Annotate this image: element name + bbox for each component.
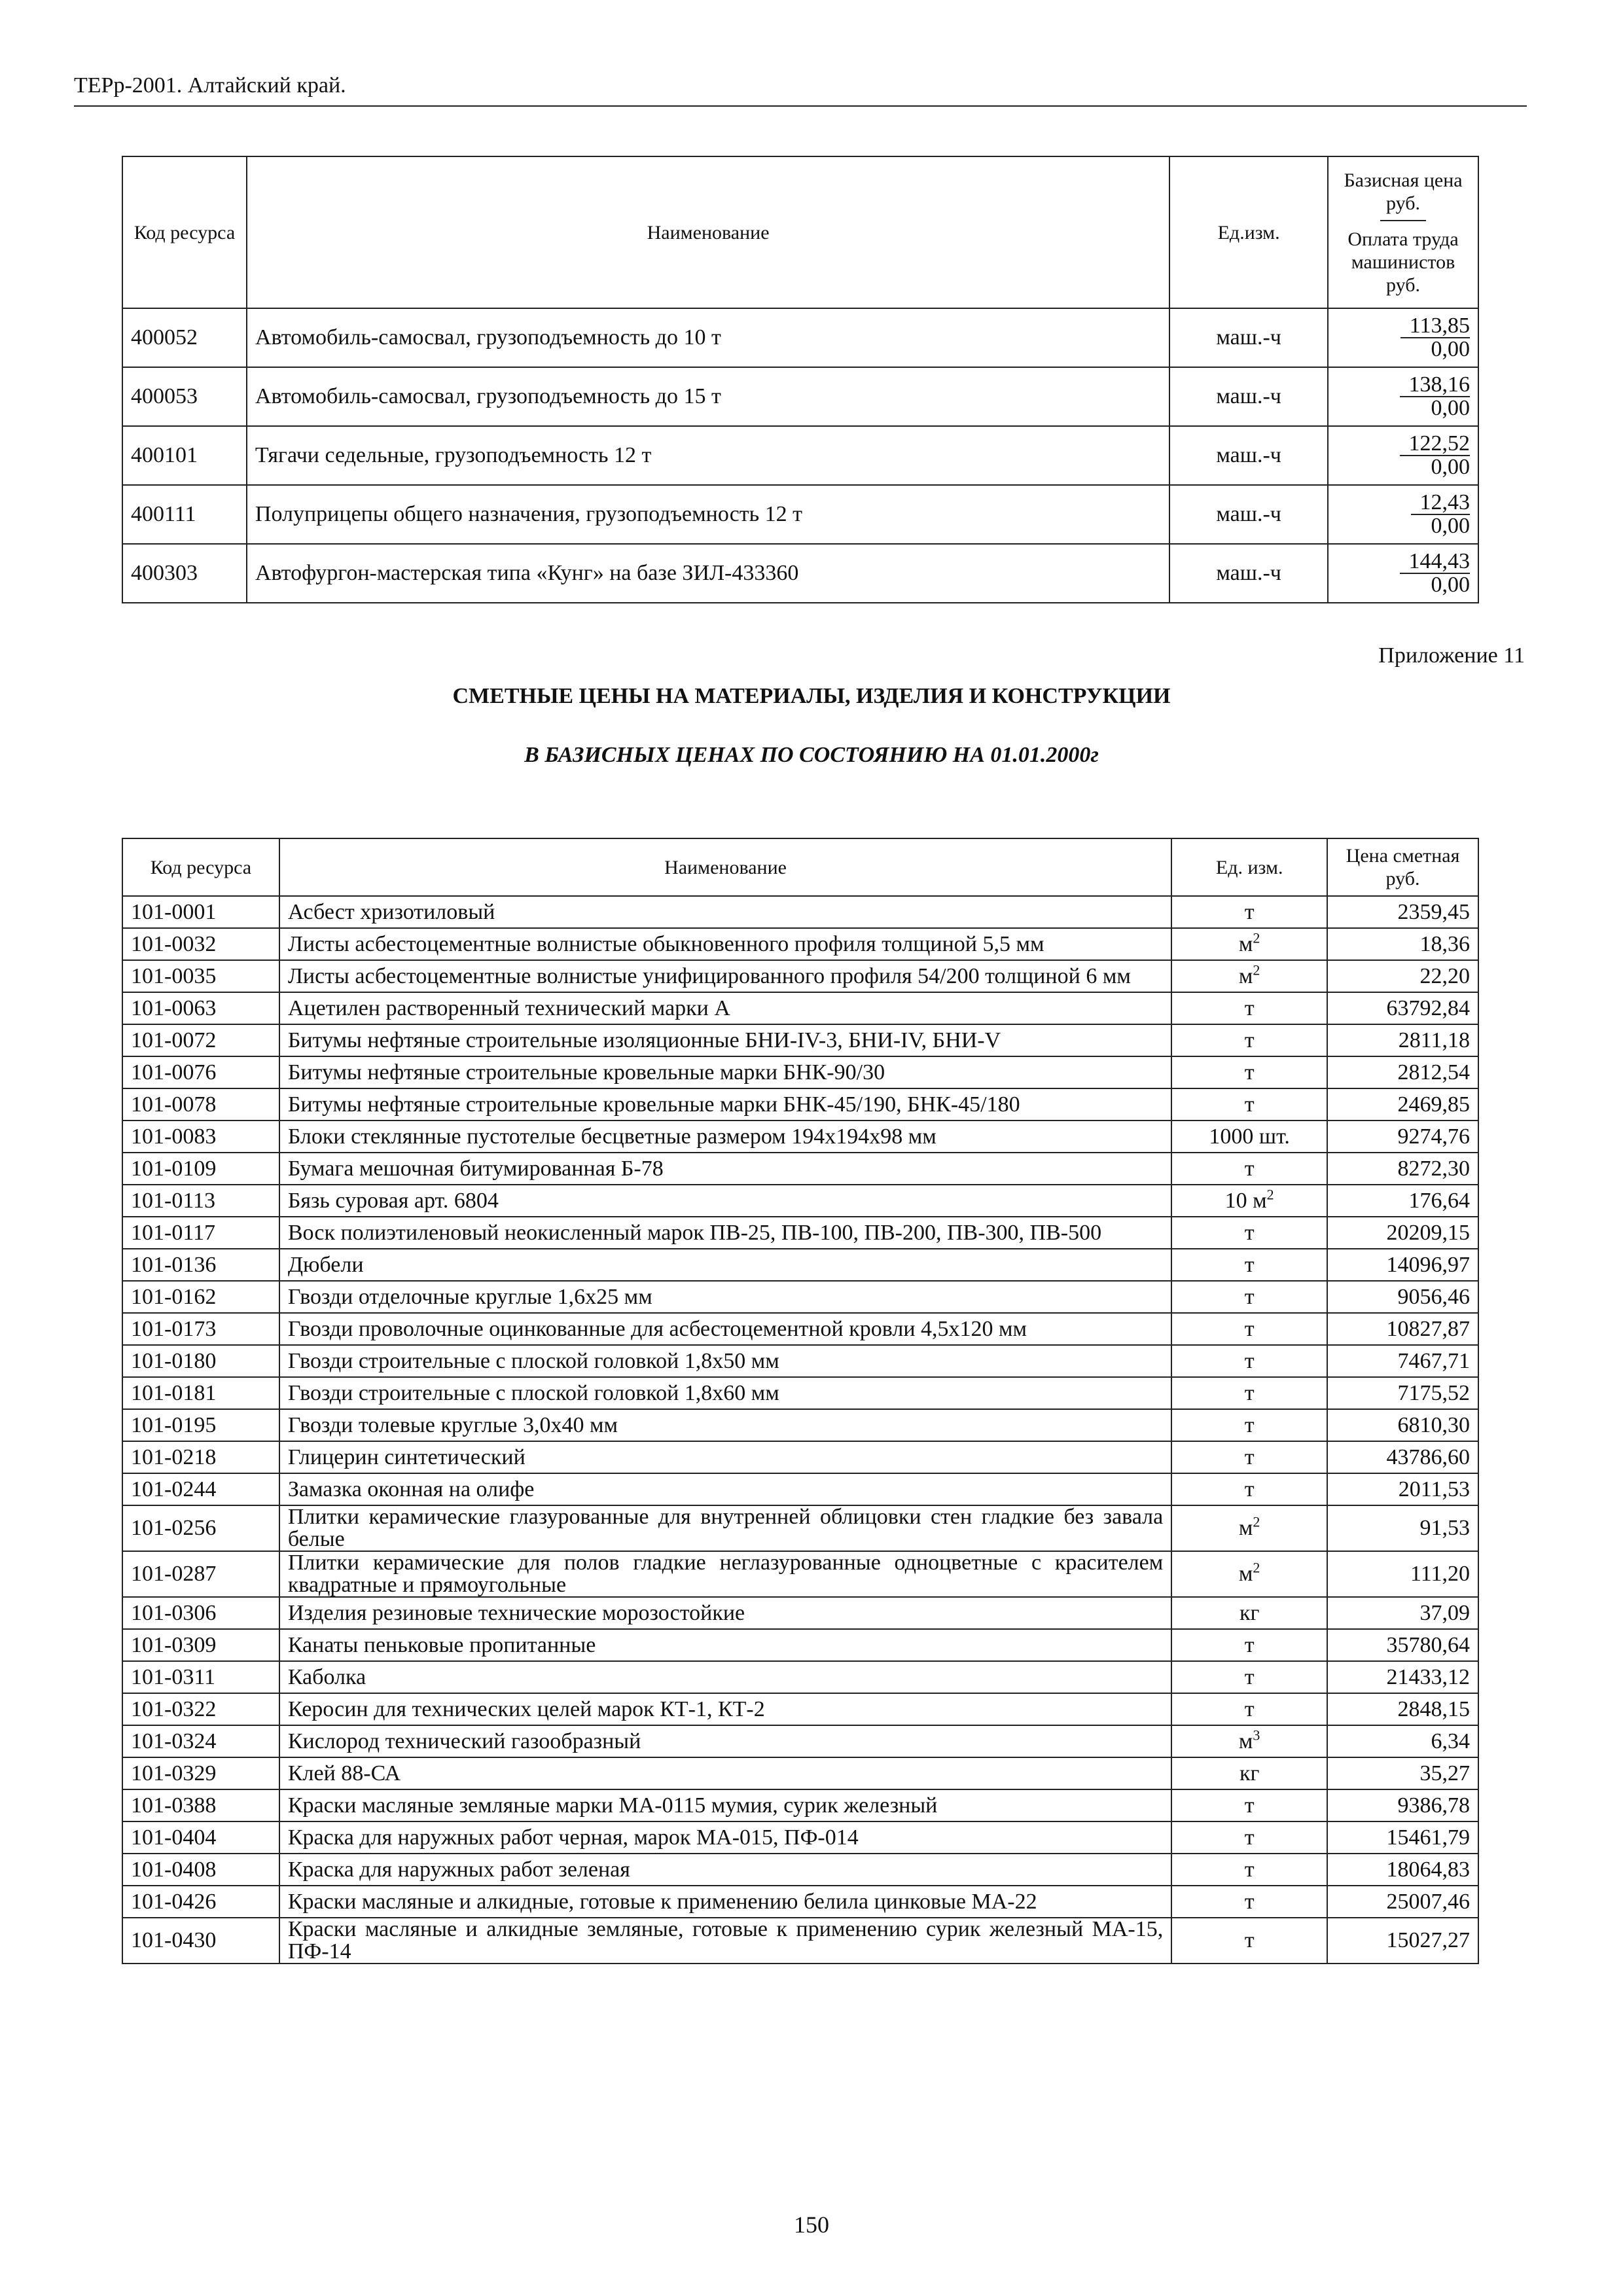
material-unit	[1171, 1551, 1327, 1597]
unit-text: т	[1244, 1156, 1255, 1181]
material-code: 101-0218	[122, 1441, 279, 1473]
material-unit	[1171, 1409, 1327, 1441]
material-name: Битумы нефтяные строительные кровельные марки БНК-90/30	[279, 1056, 1171, 1088]
material-unit	[1171, 1249, 1327, 1281]
material-unit	[1171, 1693, 1327, 1725]
material-code: 101-0078	[122, 1088, 279, 1121]
unit-text: м	[1238, 1516, 1253, 1540]
table-row	[122, 1629, 1478, 1661]
material-name: Краска для наружных работ зеленая	[279, 1854, 1171, 1886]
material-name: Асбест хризотиловый	[279, 896, 1171, 928]
operator-wage: 0,00	[1431, 455, 1470, 479]
material-name: Краски масляные и алкидные земляные, готовые к применению сурик железный МА-15, ПФ-14	[279, 1918, 1171, 1964]
material-unit	[1171, 1056, 1327, 1088]
material-code: 101-0072	[122, 1024, 279, 1056]
table-row	[122, 544, 1478, 603]
operator-wage: 0,00	[1431, 514, 1470, 538]
base-price: 122,52	[1400, 433, 1471, 456]
material-unit	[1171, 1088, 1327, 1121]
unit-text: т	[1244, 1664, 1255, 1689]
resource-unit: маш.-ч	[1169, 485, 1328, 544]
table-row	[122, 1056, 1478, 1088]
unit-text: т	[1244, 1220, 1255, 1245]
material-price: 43786,60	[1327, 1441, 1478, 1473]
running-header: ТЕРр-2001. Алтайский край.	[74, 73, 346, 98]
fraction	[1336, 492, 1470, 537]
resource-name: Тягачи седельные, грузоподъемность 12 т	[247, 426, 1169, 485]
material-name: Гвозди строительные с плоской головкой 1,8х50 мм	[279, 1345, 1171, 1377]
material-unit	[1171, 1121, 1327, 1153]
table-row	[122, 1088, 1478, 1121]
material-name: Керосин для технических целей марок КТ-1, КТ-2	[279, 1693, 1171, 1725]
material-price: 25007,46	[1327, 1886, 1478, 1918]
unit-text: т	[1244, 1857, 1255, 1882]
material-price: 176,64	[1327, 1185, 1478, 1217]
unit-text: т	[1244, 899, 1255, 924]
material-price: 6810,30	[1327, 1409, 1478, 1441]
unit-text: т	[1244, 1444, 1255, 1469]
material-code: 101-0001	[122, 896, 279, 928]
material-name: Кислород технический газообразный	[279, 1725, 1171, 1757]
material-price: 18,36	[1327, 928, 1478, 960]
material-price: 2812,54	[1327, 1056, 1478, 1088]
material-unit	[1171, 1661, 1327, 1693]
resource-code: 400053	[122, 367, 247, 426]
material-price: 7467,71	[1327, 1345, 1478, 1377]
material-code: 101-0408	[122, 1854, 279, 1886]
material-price: 63792,84	[1327, 992, 1478, 1024]
machines-header-price-top: Базисная цена руб.	[1344, 169, 1463, 214]
material-name: Каболка	[279, 1661, 1171, 1693]
material-code: 101-0083	[122, 1121, 279, 1153]
material-price: 22,20	[1327, 960, 1478, 992]
material-price: 10827,87	[1327, 1313, 1478, 1345]
unit-text: м	[1238, 931, 1253, 956]
table-row	[122, 1886, 1478, 1918]
material-unit	[1171, 1918, 1327, 1964]
unit-text: м	[1238, 1729, 1253, 1753]
material-name: Краска для наружных работ черная, марок МА-015, ПФ-014	[279, 1821, 1171, 1854]
unit-text: т	[1244, 1928, 1255, 1952]
table-row	[122, 992, 1478, 1024]
resource-code: 400101	[122, 426, 247, 485]
material-price: 2469,85	[1327, 1088, 1478, 1121]
unit-text: 1000 шт.	[1209, 1124, 1290, 1149]
material-name: Глицерин синтетический	[279, 1441, 1171, 1473]
unit-text: т	[1244, 1793, 1255, 1818]
base-price: 12,43	[1411, 492, 1471, 515]
material-price: 14096,97	[1327, 1249, 1478, 1281]
table-row	[122, 1551, 1478, 1597]
material-price: 9274,76	[1327, 1121, 1478, 1153]
unit-text: т	[1244, 1825, 1255, 1850]
section-subtitle: В БАЗИСНЫХ ЦЕНАХ ПО СОСТОЯНИЮ НА 01.01.2000г	[524, 743, 1099, 767]
table-row	[122, 1217, 1478, 1249]
material-code: 101-0244	[122, 1473, 279, 1505]
unit-text: 10 м	[1224, 1188, 1267, 1213]
materials-header-name: Наименование	[279, 838, 1171, 896]
price-fraction	[1328, 485, 1478, 544]
table-row	[122, 1505, 1478, 1551]
material-name: Канаты пеньковые пропитанные	[279, 1629, 1171, 1661]
material-name: Ацетилен растворенный технический марки А	[279, 992, 1171, 1024]
base-price: 113,85	[1400, 315, 1470, 338]
material-unit	[1171, 1473, 1327, 1505]
material-code: 101-0181	[122, 1377, 279, 1409]
resource-code: 400052	[122, 308, 247, 367]
fraction	[1336, 550, 1470, 596]
material-unit	[1171, 1886, 1327, 1918]
machines-header-name: Наименование	[247, 156, 1169, 308]
material-price: 9056,46	[1327, 1281, 1478, 1313]
material-name: Бумага мешочная битумированная Б-78	[279, 1153, 1171, 1185]
material-unit	[1171, 1185, 1327, 1217]
material-name: Блоки стеклянные пустотелые бесцветные размером 194х194х98 мм	[279, 1121, 1171, 1153]
table-row	[122, 1661, 1478, 1693]
material-price: 37,09	[1327, 1597, 1478, 1629]
table-row	[122, 1281, 1478, 1313]
material-code: 101-0426	[122, 1886, 279, 1918]
unit-text: т	[1244, 1284, 1255, 1309]
material-code: 101-0430	[122, 1918, 279, 1964]
material-price: 20209,15	[1327, 1217, 1478, 1249]
material-name: Листы асбестоцементные волнистые унифицированного профиля 54/200 толщиной 6 мм	[279, 960, 1171, 992]
material-code: 101-0162	[122, 1281, 279, 1313]
material-unit	[1171, 928, 1327, 960]
material-name: Воск полиэтиленовый неокисленный марок ПВ-25, ПВ-100, ПВ-200, ПВ-300, ПВ-500	[279, 1217, 1171, 1249]
unit-text: кг	[1239, 1600, 1260, 1625]
material-unit	[1171, 1441, 1327, 1473]
table-row	[122, 426, 1478, 485]
material-code: 101-0329	[122, 1757, 279, 1789]
material-code: 101-0180	[122, 1345, 279, 1377]
material-price: 9386,78	[1327, 1789, 1478, 1821]
unit-exponent: 3	[1253, 1727, 1260, 1744]
unit-text: м	[1238, 963, 1253, 988]
table-row	[122, 367, 1478, 426]
table-row	[122, 1249, 1478, 1281]
material-unit	[1171, 1854, 1327, 1886]
material-code: 101-0063	[122, 992, 279, 1024]
material-unit	[1171, 1757, 1327, 1789]
material-name: Изделия резиновые технические морозостойкие	[279, 1597, 1171, 1629]
material-unit	[1171, 1725, 1327, 1757]
material-price: 8272,30	[1327, 1153, 1478, 1185]
table-row	[122, 1597, 1478, 1629]
material-name: Краски масляные земляные марки МА-0115 мумия, сурик железный	[279, 1789, 1171, 1821]
table-row	[122, 928, 1478, 960]
material-price: 18064,83	[1327, 1854, 1478, 1886]
material-unit	[1171, 896, 1327, 928]
material-price: 2811,18	[1327, 1024, 1478, 1056]
operator-wage: 0,00	[1431, 337, 1470, 361]
machines-header-unit: Ед.изм.	[1169, 156, 1328, 308]
operator-wage: 0,00	[1431, 573, 1470, 597]
material-unit	[1171, 992, 1327, 1024]
material-code: 101-0311	[122, 1661, 279, 1693]
unit-text: т	[1244, 1889, 1255, 1914]
table-row	[122, 1789, 1478, 1821]
material-name: Гвозди проволочные оцинкованные для асбестоцементной кровли 4,5х120 мм	[279, 1313, 1171, 1345]
table-row	[122, 1441, 1478, 1473]
resource-code: 400303	[122, 544, 247, 603]
materials-header-code: Код ресурса	[122, 838, 279, 896]
material-unit	[1171, 1024, 1327, 1056]
material-unit	[1171, 1153, 1327, 1185]
table-row	[122, 1854, 1478, 1886]
unit-exponent: 2	[1266, 1186, 1274, 1203]
material-unit	[1171, 1597, 1327, 1629]
material-price: 35,27	[1327, 1757, 1478, 1789]
material-code: 101-0322	[122, 1693, 279, 1725]
material-name: Гвозди толевые круглые 3,0х40 мм	[279, 1409, 1171, 1441]
unit-exponent: 2	[1253, 961, 1260, 978]
price-fraction	[1328, 426, 1478, 485]
table-row	[122, 1821, 1478, 1854]
material-price: 111,20	[1327, 1551, 1478, 1597]
material-code: 101-0032	[122, 928, 279, 960]
material-code: 101-0117	[122, 1217, 279, 1249]
machines-table	[122, 156, 1479, 603]
base-price: 144,43	[1400, 550, 1471, 574]
resource-name: Автомобиль-самосвал, грузоподъемность до 10 т	[247, 308, 1169, 367]
material-name: Замазка оконная на олифе	[279, 1473, 1171, 1505]
base-price: 138,16	[1400, 374, 1471, 397]
table-row	[122, 960, 1478, 992]
material-name: Дюбели	[279, 1249, 1171, 1281]
material-code: 101-0195	[122, 1409, 279, 1441]
material-unit	[1171, 1313, 1327, 1345]
unit-text: т	[1244, 1380, 1255, 1405]
material-unit	[1171, 1629, 1327, 1661]
price-fraction	[1328, 544, 1478, 603]
material-price: 21433,12	[1327, 1661, 1478, 1693]
unit-text: т	[1244, 1092, 1255, 1117]
resource-unit: маш.-ч	[1169, 426, 1328, 485]
unit-text: т	[1244, 1252, 1255, 1277]
material-code: 101-0306	[122, 1597, 279, 1629]
appendix-label: Приложение 11	[1378, 643, 1525, 668]
table-row	[122, 1024, 1478, 1056]
fraction	[1336, 433, 1470, 478]
table-row	[122, 485, 1478, 544]
price-fraction	[1328, 367, 1478, 426]
unit-text: т	[1244, 996, 1255, 1020]
material-name: Бязь суровая арт. 6804	[279, 1185, 1171, 1217]
table-row	[122, 1693, 1478, 1725]
material-price: 7175,52	[1327, 1377, 1478, 1409]
section-title: СМЕТНЫЕ ЦЕНЫ НА МАТЕРИАЛЫ, ИЗДЕЛИЯ И КОНСТРУКЦИИ	[452, 684, 1171, 708]
materials-header-price: Цена сметная руб.	[1327, 838, 1478, 896]
material-name: Клей 88-СА	[279, 1757, 1171, 1789]
resource-unit: маш.-ч	[1169, 367, 1328, 426]
unit-text: кг	[1239, 1761, 1260, 1785]
operator-wage: 0,00	[1431, 396, 1470, 420]
fraction	[1336, 374, 1470, 420]
material-unit	[1171, 1505, 1327, 1551]
material-price: 91,53	[1327, 1505, 1478, 1551]
header-fraction-bar	[1380, 220, 1426, 221]
material-code: 101-0173	[122, 1313, 279, 1345]
unit-text: т	[1244, 1477, 1255, 1501]
material-name: Гвозди отделочные круглые 1,6х25 мм	[279, 1281, 1171, 1313]
material-price: 2359,45	[1327, 896, 1478, 928]
material-name: Битумы нефтяные строительные изоляционные БНИ-IV-3, БНИ-IV, БНИ-V	[279, 1024, 1171, 1056]
material-code: 101-0309	[122, 1629, 279, 1661]
table-row	[122, 1757, 1478, 1789]
unit-text: т	[1244, 1060, 1255, 1085]
material-name: Листы асбестоцементные волнистые обыкновенного профиля толщиной 5,5 мм	[279, 928, 1171, 960]
material-name: Плитки керамические для полов гладкие неглазурованные одноцветные с красителем квадратные и прямоугольные	[279, 1551, 1171, 1597]
material-code: 101-0113	[122, 1185, 279, 1217]
materials-table	[122, 838, 1479, 1964]
table-row	[122, 1185, 1478, 1217]
table-row	[122, 1377, 1478, 1409]
unit-text: т	[1244, 1316, 1255, 1341]
unit-text: т	[1244, 1696, 1255, 1721]
resource-name: Полуприцепы общего назначения, грузоподъемность 12 т	[247, 485, 1169, 544]
header-rule	[74, 105, 1527, 107]
material-code: 101-0136	[122, 1249, 279, 1281]
material-code: 101-0035	[122, 960, 279, 992]
resource-code: 400111	[122, 485, 247, 544]
machines-header-code: Код ресурса	[122, 156, 247, 308]
table-row	[122, 1313, 1478, 1345]
material-unit	[1171, 1345, 1327, 1377]
material-unit	[1171, 1821, 1327, 1854]
unit-text: т	[1244, 1632, 1255, 1657]
material-unit	[1171, 1281, 1327, 1313]
table-row	[122, 896, 1478, 928]
material-price: 15027,27	[1327, 1918, 1478, 1964]
material-price: 2848,15	[1327, 1693, 1478, 1725]
unit-text: т	[1244, 1028, 1255, 1052]
material-unit	[1171, 1377, 1327, 1409]
table-row	[122, 1121, 1478, 1153]
material-unit	[1171, 960, 1327, 992]
machines-header-price-bottom: Оплата труда машинистов руб.	[1347, 228, 1459, 296]
material-name: Гвозди строительные с плоской головкой 1,8х60 мм	[279, 1377, 1171, 1409]
material-price: 35780,64	[1327, 1629, 1478, 1661]
material-name: Плитки керамические глазурованные для внутренней облицовки стен гладкие без завала белые	[279, 1505, 1171, 1551]
material-code: 101-0287	[122, 1551, 279, 1597]
table-row	[122, 1409, 1478, 1441]
material-code: 101-0324	[122, 1725, 279, 1757]
material-price: 2011,53	[1327, 1473, 1478, 1505]
resource-name: Автомобиль-самосвал, грузоподъемность до 15 т	[247, 367, 1169, 426]
material-unit	[1171, 1217, 1327, 1249]
material-price: 6,34	[1327, 1725, 1478, 1757]
unit-text: м	[1238, 1562, 1253, 1586]
table-row	[122, 1153, 1478, 1185]
unit-text: т	[1244, 1348, 1255, 1373]
table-row	[122, 1725, 1478, 1757]
resource-unit: маш.-ч	[1169, 544, 1328, 603]
material-code: 101-0109	[122, 1153, 279, 1185]
material-price: 15461,79	[1327, 1821, 1478, 1854]
material-code: 101-0076	[122, 1056, 279, 1088]
table-row	[122, 1473, 1478, 1505]
machines-header-price	[1328, 156, 1478, 308]
unit-text: т	[1244, 1412, 1255, 1437]
table-row	[122, 1345, 1478, 1377]
material-name: Битумы нефтяные строительные кровельные марки БНК-45/190, БНК-45/180	[279, 1088, 1171, 1121]
page-number: 150	[794, 2212, 829, 2238]
material-code: 101-0388	[122, 1789, 279, 1821]
unit-exponent: 2	[1253, 1513, 1260, 1530]
unit-exponent: 2	[1253, 929, 1260, 946]
material-code: 101-0256	[122, 1505, 279, 1551]
materials-header-unit: Ед. изм.	[1171, 838, 1327, 896]
unit-exponent: 2	[1253, 1559, 1260, 1576]
resource-unit: маш.-ч	[1169, 308, 1328, 367]
table-row	[122, 1918, 1478, 1964]
resource-name: Автофургон-мастерская типа «Кунг» на базе ЗИЛ-433360	[247, 544, 1169, 603]
table-row	[122, 308, 1478, 367]
material-code: 101-0404	[122, 1821, 279, 1854]
material-unit	[1171, 1789, 1327, 1821]
price-fraction	[1328, 308, 1478, 367]
fraction	[1336, 315, 1470, 361]
material-name: Краски масляные и алкидные, готовые к применению белила цинковые МА-22	[279, 1886, 1171, 1918]
